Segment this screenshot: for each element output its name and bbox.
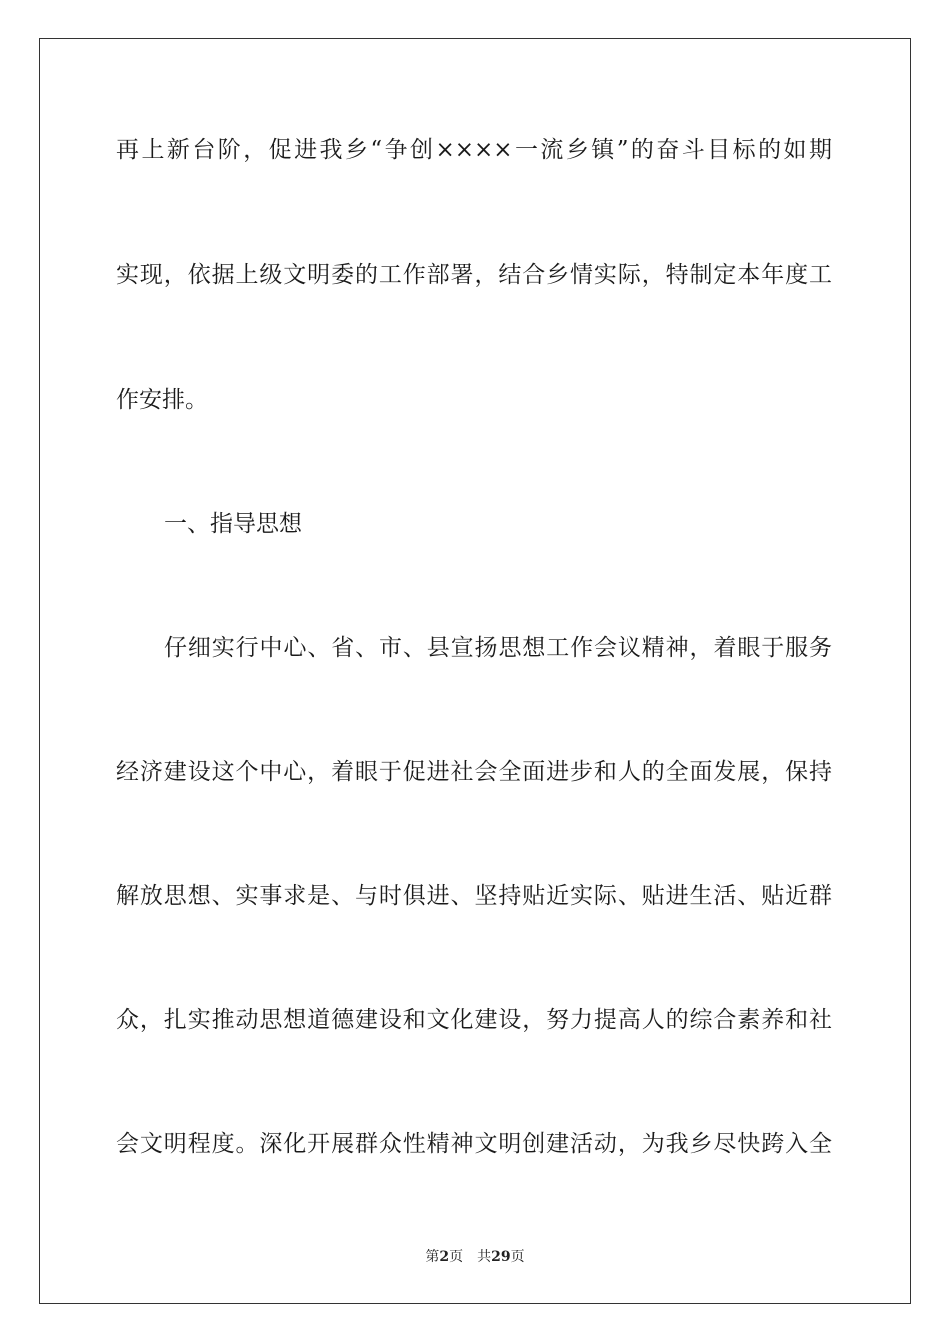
body-line-5: 仔细实行中心、省、市、县宣扬思想工作会议精神，着眼于服务 bbox=[164, 635, 832, 661]
body-line-9: 会文明程度。深化开展群众性精神文明创建活动，为我乡尽快跨入全 bbox=[116, 1131, 832, 1157]
body-line-6: 经济建设这个中心，着眼于促进社会全面进步和人的全面发展，保持 bbox=[116, 759, 832, 785]
body-line-7: 解放思想、实事求是、与时俱进、坚持贴近实际、贴进生活、贴近群 bbox=[116, 883, 832, 909]
total-prefix: 共 bbox=[477, 1249, 492, 1265]
body-line-1: 再上新台阶，促进我乡“争创××××一流乡镇”的奋斗目标的如期 bbox=[116, 137, 832, 163]
body-line-2: 实现，依据上级文明委的工作部署，结合乡情实际，特制定本年度工 bbox=[116, 262, 832, 288]
page-suffix: 页 bbox=[449, 1249, 464, 1265]
total-pages: 29 bbox=[491, 1249, 511, 1265]
total-suffix: 页 bbox=[510, 1249, 525, 1265]
page-border bbox=[39, 38, 911, 1304]
body-line-8: 众，扎实推动思想道德建设和文化建设，努力提高人的综合素养和社 bbox=[116, 1007, 832, 1033]
page-footer bbox=[0, 1248, 950, 1266]
body-line-3: 作安排。 bbox=[116, 387, 208, 413]
page-number: 2 bbox=[439, 1249, 450, 1265]
page-prefix: 第 bbox=[425, 1249, 440, 1265]
section-heading: 一、指导思想 bbox=[164, 511, 302, 537]
